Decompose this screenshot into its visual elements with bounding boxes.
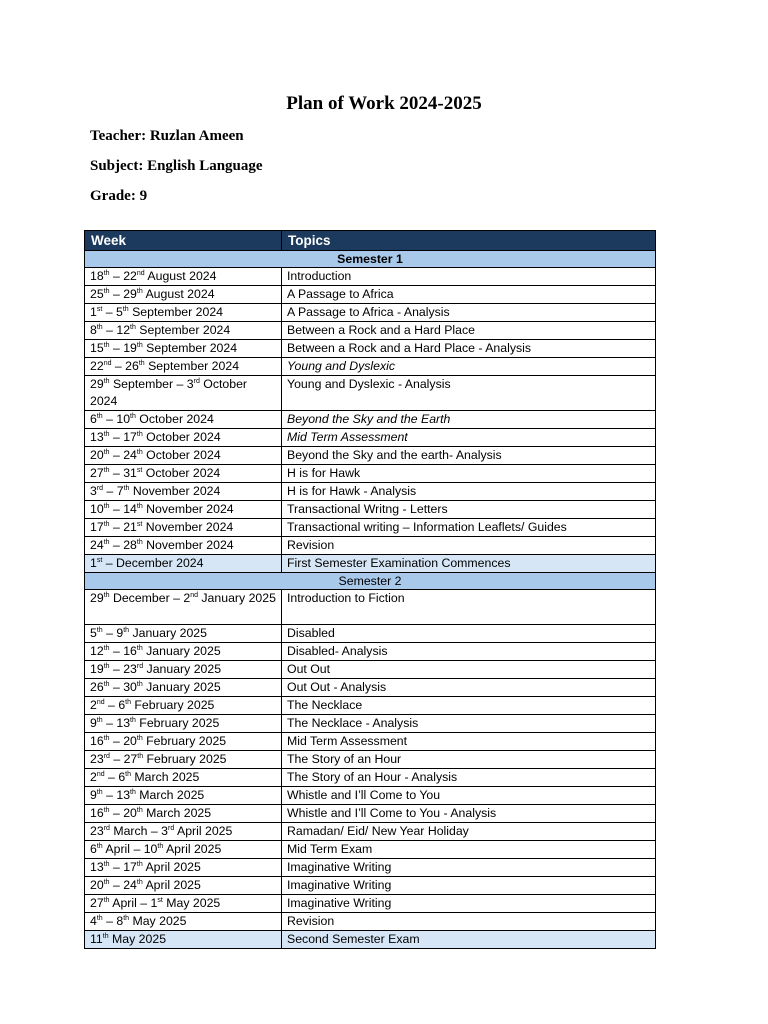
topic-cell: H is for Hawk	[282, 465, 656, 483]
topic-cell: Young and Dyslexic	[282, 358, 656, 376]
table-row	[85, 769, 656, 787]
week-cell: 8th – 12th September 2024	[85, 322, 282, 340]
week-cell: 1st – 5th September 2024	[85, 304, 282, 322]
topic-cell: The Story of an Hour	[282, 751, 656, 769]
topic-cell: Revision	[282, 913, 656, 931]
week-cell: 24th – 28th November 2024	[85, 537, 282, 555]
semester-label: Semester 2	[85, 573, 656, 590]
week-cell: 17th – 21st November 2024	[85, 519, 282, 537]
semester-label: Semester 1	[85, 251, 656, 268]
week-cell: 10th – 14th November 2024	[85, 501, 282, 519]
week-cell: 2nd – 6th February 2025	[85, 697, 282, 715]
topic-cell: The Necklace	[282, 697, 656, 715]
topic-cell: Imaginative Writing	[282, 877, 656, 895]
table-row	[85, 697, 656, 715]
week-cell: 16th – 20th February 2025	[85, 733, 282, 751]
table-row	[85, 913, 656, 931]
week-cell: 16th – 20th March 2025	[85, 805, 282, 823]
table-row	[85, 590, 656, 625]
week-cell: 23rd – 27th February 2025	[85, 751, 282, 769]
topic-cell: H is for Hawk - Analysis	[282, 483, 656, 501]
topic-cell: Between a Rock and a Hard Place - Analysis	[282, 340, 656, 358]
week-cell: 6th – 10th October 2024	[85, 411, 282, 429]
week-cell: 9th – 13th March 2025	[85, 787, 282, 805]
week-cell: 4th – 8th May 2025	[85, 913, 282, 931]
table-row	[85, 358, 656, 376]
week-cell: 29th December – 2nd January 2025	[85, 590, 282, 625]
week-cell: 19th – 23rd January 2025	[85, 661, 282, 679]
semester-heading-row	[85, 573, 656, 590]
week-cell: 25th – 29th August 2024	[85, 286, 282, 304]
semester-heading-row	[85, 251, 656, 268]
week-cell: 6th April – 10th April 2025	[85, 841, 282, 859]
table-row	[85, 537, 656, 555]
grade-line: Grade: 9	[90, 188, 148, 204]
table-row	[85, 376, 656, 411]
table-row	[85, 322, 656, 340]
table-row	[85, 805, 656, 823]
week-cell: 13th – 17th April 2025	[85, 859, 282, 877]
topic-cell: Introduction	[282, 268, 656, 286]
topic-cell: Beyond the Sky and the Earth	[282, 411, 656, 429]
topic-cell: Introduction to Fiction	[282, 590, 656, 625]
week-cell: 11th May 2025	[85, 931, 282, 949]
topic-cell: Mid Term Assessment	[282, 429, 656, 447]
topic-cell: Revision	[282, 537, 656, 555]
plan-of-work-table	[84, 230, 656, 949]
topic-cell: Out Out - Analysis	[282, 679, 656, 697]
table-row	[85, 268, 656, 286]
table-row	[85, 286, 656, 304]
week-column-header: Week	[85, 231, 282, 251]
table-row	[85, 661, 656, 679]
table-row	[85, 895, 656, 913]
week-cell: 3rd – 7th November 2024	[85, 483, 282, 501]
week-cell: 12th – 16th January 2025	[85, 643, 282, 661]
table-row	[85, 643, 656, 661]
week-cell: 15th – 19th September 2024	[85, 340, 282, 358]
week-cell: 13th – 17th October 2024	[85, 429, 282, 447]
week-cell: 9th – 13th February 2025	[85, 715, 282, 733]
subject-line: Subject: English Language	[90, 158, 263, 174]
table-row	[85, 519, 656, 537]
table-row	[85, 823, 656, 841]
table-row	[85, 679, 656, 697]
topic-cell: Second Semester Exam	[282, 931, 656, 949]
table-row	[85, 447, 656, 465]
week-cell: 29th September – 3rd October 2024	[85, 376, 282, 411]
topics-column-header: Topics	[282, 231, 656, 251]
topic-cell: Ramadan/ Eid/ New Year Holiday	[282, 823, 656, 841]
plan-table-body	[85, 251, 656, 949]
table-row	[85, 625, 656, 643]
topic-cell: First Semester Examination Commences	[282, 555, 656, 573]
table-row	[85, 931, 656, 949]
topic-cell: Young and Dyslexic - Analysis	[282, 376, 656, 411]
topic-cell: A Passage to Africa - Analysis	[282, 304, 656, 322]
table-row	[85, 501, 656, 519]
table-row	[85, 859, 656, 877]
week-cell: 18th – 22nd August 2024	[85, 268, 282, 286]
week-cell: 26th – 30th January 2025	[85, 679, 282, 697]
topic-cell: The Story of an Hour - Analysis	[282, 769, 656, 787]
week-cell: 22nd – 26th September 2024	[85, 358, 282, 376]
document-title: Plan of Work 2024-2025	[286, 93, 482, 114]
topic-cell: Imaginative Writing	[282, 859, 656, 877]
topic-cell: Out Out	[282, 661, 656, 679]
teacher-line: Teacher: Ruzlan Ameen	[90, 128, 244, 144]
table-row	[85, 841, 656, 859]
topic-cell: Transactional Writng - Letters	[282, 501, 656, 519]
week-cell: 23rd March – 3rd April 2025	[85, 823, 282, 841]
table-row	[85, 751, 656, 769]
topic-cell: Between a Rock and a Hard Place	[282, 322, 656, 340]
table-row	[85, 877, 656, 895]
topic-cell: A Passage to Africa	[282, 286, 656, 304]
table-row	[85, 429, 656, 447]
topic-cell: Whistle and I’ll Come to You	[282, 787, 656, 805]
week-cell: 20th – 24th October 2024	[85, 447, 282, 465]
topic-cell: Disabled	[282, 625, 656, 643]
table-row	[85, 555, 656, 573]
topic-cell: Beyond the Sky and the earth- Analysis	[282, 447, 656, 465]
week-cell: 27th April – 1st May 2025	[85, 895, 282, 913]
table-row	[85, 715, 656, 733]
topic-cell: Disabled- Analysis	[282, 643, 656, 661]
table-row	[85, 733, 656, 751]
table-row	[85, 787, 656, 805]
week-cell: 2nd – 6th March 2025	[85, 769, 282, 787]
table-row	[85, 411, 656, 429]
table-row	[85, 483, 656, 501]
topic-cell: The Necklace - Analysis	[282, 715, 656, 733]
topic-cell: Transactional writing – Information Leaflets/ Guides	[282, 519, 656, 537]
topic-cell: Mid Term Exam	[282, 841, 656, 859]
table-header-row	[85, 231, 656, 251]
table-row	[85, 304, 656, 322]
topic-cell: Whistle and I’ll Come to You - Analysis	[282, 805, 656, 823]
table-row	[85, 465, 656, 483]
table-row	[85, 340, 656, 358]
week-cell: 5th – 9th January 2025	[85, 625, 282, 643]
week-cell: 1st – December 2024	[85, 555, 282, 573]
topic-cell: Imaginative Writing	[282, 895, 656, 913]
week-cell: 20th – 24th April 2025	[85, 877, 282, 895]
week-cell: 27th – 31st October 2024	[85, 465, 282, 483]
topic-cell: Mid Term Assessment	[282, 733, 656, 751]
